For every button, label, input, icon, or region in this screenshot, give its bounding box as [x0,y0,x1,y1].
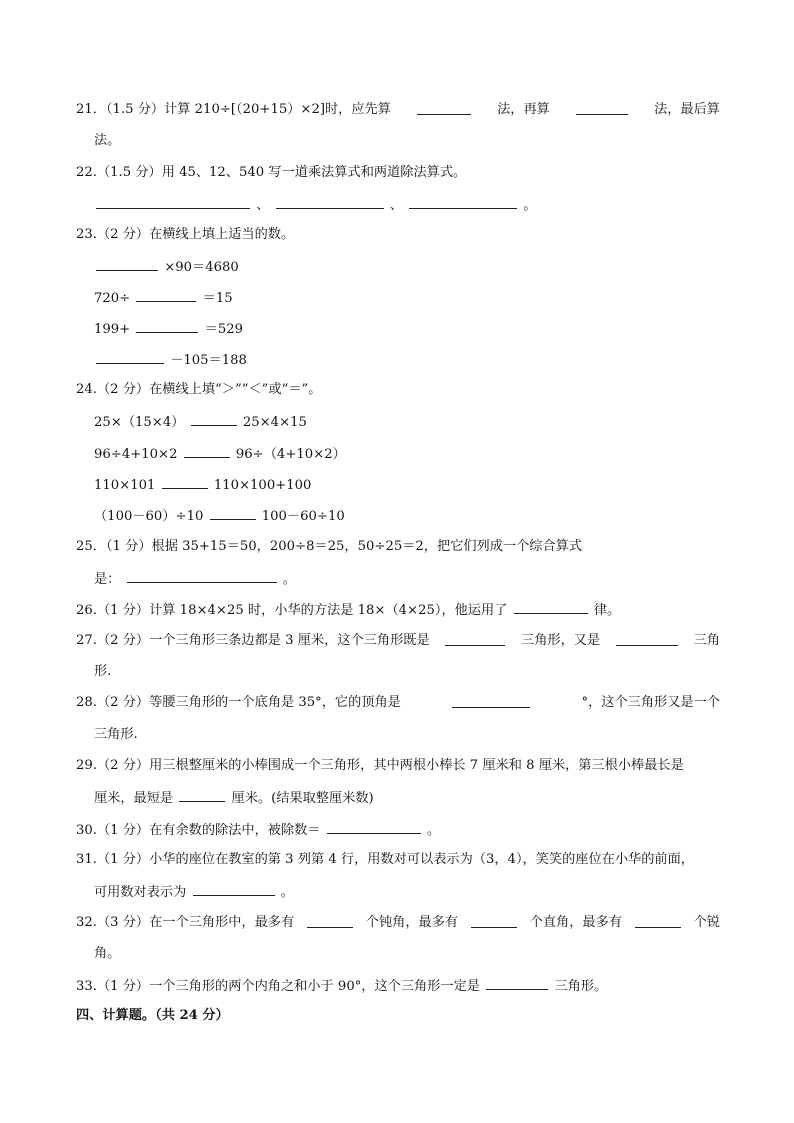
q27-text-d: 形. [94,664,112,679]
question-30 [76,820,720,840]
q22-text: 22.（1.5 分）用 45、12、540 写一道乘法算式和两道除法算式。 [76,165,467,180]
q32-text-c: 个直角，最多有 [529,915,622,930]
question-33 [76,976,720,996]
q31-blank[interactable] [193,882,275,896]
q24-blank-3[interactable] [162,475,208,489]
q27-text-a: 27.（2 分）一个三角形三条边都是 3 厘米，这个三角形既是 [76,633,430,648]
section-heading [76,1007,720,1025]
q26-text-a: 26.（1 分）计算 18×4×25 时，小华的方法是 18×（4×25），他运用了 [76,603,508,618]
q25-text-c: 。 [282,572,296,587]
question-23 [76,226,720,244]
q32-text-d: 个锐 [693,915,720,930]
q29-blank[interactable] [179,788,225,802]
q22-sep-1: 、 [256,198,270,213]
q23-l2-text-b: ＝15 [202,291,233,306]
question-21 [76,101,720,119]
q30-text-a: 30.（1 分）在有余数的除法中，被除数＝ [76,823,321,838]
q24-l3-text-a: 110×101 [94,478,156,493]
q21-text-a: 21．（1.5 分）计算 210÷[（20+15）×2]时，应先算 [76,102,391,117]
q29-text-c: 厘米。(结果取整厘米数) [231,791,374,806]
q21-text-d: 法。 [94,133,121,148]
q23-text: 23.（2 分）在横线上填上适当的数。 [76,227,295,242]
question-28-cont [94,726,720,744]
question-22 [76,164,720,182]
question-31 [76,851,720,869]
section-title: 四、计算题。（共 24 分） [76,1008,229,1023]
q24-line-4 [94,506,720,526]
q24-line-1 [94,412,720,432]
q24-line-3 [94,475,720,495]
q23-line-4 [94,350,720,370]
question-26 [76,600,720,620]
q33-blank[interactable] [486,976,548,990]
q28-text-a: 28.（2 分）等腰三角形的一个底角是 35°，它的顶角是 [76,695,401,710]
q22-blank-1[interactable] [96,195,250,209]
q28-text-b: °，这个三角形又是一个 [581,695,720,710]
q32-text-a: 32.（3 分）在一个三角形中，最多有 [76,915,295,930]
q25-blank[interactable] [127,569,277,583]
q30-text-b: 。 [426,823,441,838]
q32-blank-2[interactable] [471,914,517,928]
q23-l3-text-b: ＝529 [204,322,243,337]
q23-l1-text: ×90＝4680 [164,260,239,275]
q32-blank-1[interactable] [307,914,353,928]
question-29 [76,757,720,775]
q32-blank-3[interactable] [635,914,681,928]
q22-end: 。 [523,198,537,213]
q28-text-c: 三角形. [94,727,138,742]
question-32-cont [94,945,720,963]
q21-blank-1[interactable] [417,101,471,115]
q22-blank-3[interactable] [409,195,517,209]
question-29-cont [94,788,720,808]
q24-l2-text-b: 96÷（4+10×2） [235,447,346,462]
q23-l3-text-a: 199+ [94,322,131,337]
question-28 [76,694,720,712]
q24-blank-2[interactable] [184,444,230,458]
q24-text: 24.（2 分）在横线上填“＞”“＜”或“＝”。 [76,382,322,397]
q24-blank-4[interactable] [210,506,256,520]
q32-text-e: 角。 [94,946,121,961]
question-21-cont [94,132,720,150]
q29-text-b: 厘米，最短是 [94,791,174,806]
q21-text-c: 法，最后算 [654,102,720,117]
question-25 [76,538,720,556]
question-32 [76,914,720,932]
question-27-cont [94,663,720,681]
q23-line-2 [94,288,720,308]
q23-blank-1[interactable] [96,257,158,271]
q21-blank-2[interactable] [576,101,628,115]
question-27 [76,632,720,650]
q22-blank-2[interactable] [276,195,384,209]
q25-text-a: 25．（1 分）根据 35+15＝50，200÷8＝25，50÷25＝2，把它们列成一个综合算式 [76,539,583,554]
q26-text-b: 律。 [593,603,621,618]
q31-text-a: 31.（1 分）小华的座位在教室的第 3 列第 4 行，用数对可以表示为（3，4），笑笑的座位在小华的前面， [76,852,694,867]
question-24 [76,381,720,399]
q32-text-b: 个钝角，最多有 [365,915,459,930]
q28-blank[interactable] [452,694,530,708]
q30-blank[interactable] [327,820,421,834]
q27-text-c: 三角 [693,633,720,648]
q31-text-c: 。 [280,885,294,900]
q27-text-b: 三角形，又是 [521,633,601,648]
q23-l2-text-a: 720÷ [94,291,131,306]
q23-blank-3[interactable] [136,319,198,333]
q23-blank-2[interactable] [136,288,196,302]
q33-text-b: 三角形。 [554,979,608,994]
q24-blank-1[interactable] [191,412,237,426]
q23-line-3 [94,319,720,339]
q24-l1-text-a: 25×（15×4） [94,415,185,430]
q21-text-b: 法，再算 [497,102,550,117]
q23-l4-text: －105＝188 [170,353,247,368]
q26-blank[interactable] [514,600,588,614]
q27-blank-1[interactable] [445,632,505,646]
q24-l1-text-b: 25×4×15 [242,415,307,430]
q27-blank-2[interactable] [616,632,678,646]
q23-line-1 [94,257,720,277]
question-31-cont [94,882,720,902]
q24-line-2 [94,444,720,464]
q24-l2-text-a: 96÷4+10×2 [94,447,178,462]
question-22-answers [94,195,720,215]
q24-l4-text-a: （100－60）÷10 [94,509,204,524]
q24-l3-text-b: 110×100+100 [213,478,312,493]
q33-text-a: 33.（1 分）一个三角形的两个内角之和小于 90°，这个三角形一定是 [76,979,480,994]
q24-l4-text-b: 100－60÷10 [261,509,345,524]
q25-text-b: 是： [94,572,121,587]
q22-sep-2: 、 [389,198,403,213]
question-25-cont [94,569,720,589]
q23-blank-4[interactable] [96,350,164,364]
q29-text-a: 29.（2 分）用三根整厘米的小棒围成一个三角形，其中两根小棒长 7 厘米和 8 厘米，第三根小棒最长是 [76,758,684,773]
q31-text-b: 可用数对表示为 [94,885,187,900]
